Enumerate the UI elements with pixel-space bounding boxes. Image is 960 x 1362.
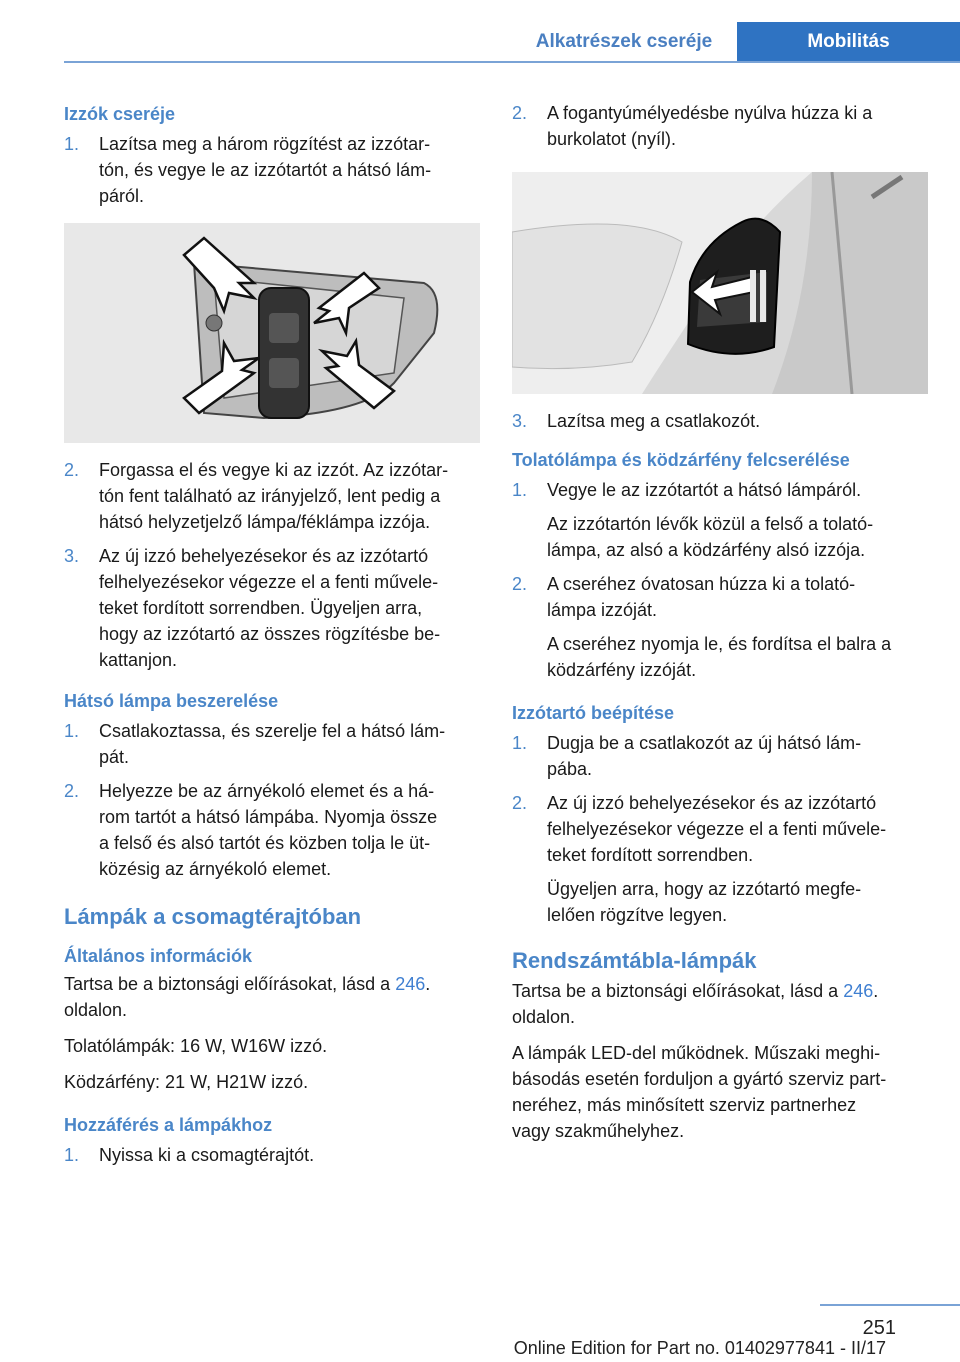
step-list [64,1142,484,1168]
step-text: Forgassa el és vegye ki az izzót. Az izzótar- tón fent található az irányjelző, lent pedig a hátsó helyzetjelző lámpa/féklámpa izzója. [99,460,449,532]
heading-general-info: Általános információk [64,946,253,966]
tailgate-illustration [512,172,928,394]
safety-reference-prefix: Tartsa be a biztonsági előírásokat, lásd a [512,981,844,1001]
step-number: 1. [64,1145,80,1165]
list-item [512,790,930,868]
step-text: Lazítsa meg a három rögzítést az izzótar- tón, és vegye le az izzótartót a hátsó lám- páról. [99,134,432,206]
step-number: 3. [64,546,80,566]
list-item [512,571,930,623]
footer-rule [820,1304,960,1306]
header-chapter-tab: Mobilitás [737,22,960,62]
heading-swap-reversing-fog: Tolatólámpa és ködzárfény felcserélése [512,450,850,470]
fog-light-spec: Ködzárfény: 21 W, H21W izzó. [64,1072,309,1092]
list-item [64,131,484,209]
step-list [64,718,484,882]
taillight-illustration [64,223,480,443]
heading-license-plate-lights: Rendszámtábla-lámpák [512,948,757,973]
step-list [512,100,930,152]
step-note: A cseréhez nyomja le, és fordítsa el balra a ködzárfény izzóját. [547,634,892,680]
step-list [512,477,930,683]
step-note: Ügyeljen arra, hogy az izzótartó megfe- lelően rögzítve legyen. [547,879,862,925]
list-item [64,457,484,535]
heading-bulb-replacement: Izzók cseréje [64,104,176,124]
safety-reference-suffix: . oldalon. [64,974,431,1020]
step-text: Az új izzó behelyezésekor és az izzótartó felhelyezésekor végezze el a fenti művele- teket fordított sorrendben. Ügyeljen arra, hogy az izzótartó az összes rögzítésbe be- kattanjon. [99,546,441,670]
list-item [512,100,930,152]
step-text: Az új izzó behelyezésekor és az izzótartó felhelyezésekor végezze el a fenti művele- teket fordított sorrendben. [547,793,887,865]
safety-reference-prefix: Tartsa be a biztonsági előírásokat, lásd a [64,974,396,994]
step-number: 1. [64,721,80,741]
list-item [512,477,930,503]
safety-reference-text [64,971,484,1023]
step-list [64,457,484,673]
step-number: 1. [512,480,528,500]
left-column [64,100,484,1168]
step-text: Nyissa ki a csomagtérajtót. [99,1145,315,1165]
heading-rear-light-install: Hátsó lámpa beszerelése [64,691,279,711]
reversing-light-spec: Tolatólámpák: 16 W, W16W izzó. [64,1036,328,1056]
step-note: Az izzótartón lévők közül a felső a tolató- lámpa, az alsó a ködzárfény alsó izzója. [547,514,874,560]
list-item [512,408,930,434]
list-item [64,718,484,770]
led-info-text: A lámpák LED-del működnek. Műszaki meghi- básodás esetén forduljon a gyártó szerviz part- neréhez, más minősített szerviz partnerhez vagy szakműhelyhez. [512,1043,887,1141]
step-list [512,408,930,434]
step-text: Helyezze be az árnyékoló elemet és a há- rom tartót a hátsó lámpába. Nyomja össze a felső és alsó tartót és közben tolja le üt- közésig az árnyékoló elemet. [99,781,438,879]
heading-access-lights: Hozzáférés a lámpákhoz [64,1115,273,1135]
step-text: Vegye le az izzótartót a hátsó lámpáról. [547,480,862,500]
step-number: 2. [64,460,80,480]
heading-tailgate-lights: Lámpák a csomagtérajtóban [64,904,362,929]
header-section-title: Alkatrészek cseréje [535,31,713,52]
edition-note: Online Edition for Part no. 01402977841 - II/17 [513,1338,886,1358]
right-column [512,100,930,1144]
page-number: 251 [862,1317,896,1339]
taillight-bulb-holder-figure [64,223,480,443]
step-text: A fogantyúmélyedésbe nyúlva húzza ki a burkolatot (nyíl). [547,103,873,149]
step-text: Lazítsa meg a csatlakozót. [547,411,761,431]
page-link[interactable]: 246 [395,974,426,994]
list-item [64,543,484,673]
step-text: Csatlakoztassa, és szerelje fel a hátsó lám- pát. [99,721,446,767]
list-item [64,778,484,882]
step-list [64,131,484,209]
safety-reference-suffix: . oldalon. [512,981,879,1027]
page-link[interactable]: 246 [843,981,874,1001]
step-number: 2. [64,781,80,801]
step-number: 1. [64,134,80,154]
step-number: 1. [512,733,528,753]
step-text: A cseréhez óvatosan húzza ki a tolató- lámpa izzóját. [547,574,856,620]
step-number: 2. [512,103,528,123]
step-number: 3. [512,411,528,431]
list-item [64,1142,484,1168]
list-item [512,730,930,782]
step-text: Dugja be a csatlakozót az új hátsó lám- pába. [547,733,862,779]
step-list [512,730,930,928]
tailgate-cover-figure [512,172,928,394]
safety-reference-text [512,978,930,1030]
step-number: 2. [512,793,528,813]
heading-holder-install: Izzótartó beépítése [512,703,675,723]
step-number: 2. [512,574,528,594]
header-rule [64,61,960,63]
